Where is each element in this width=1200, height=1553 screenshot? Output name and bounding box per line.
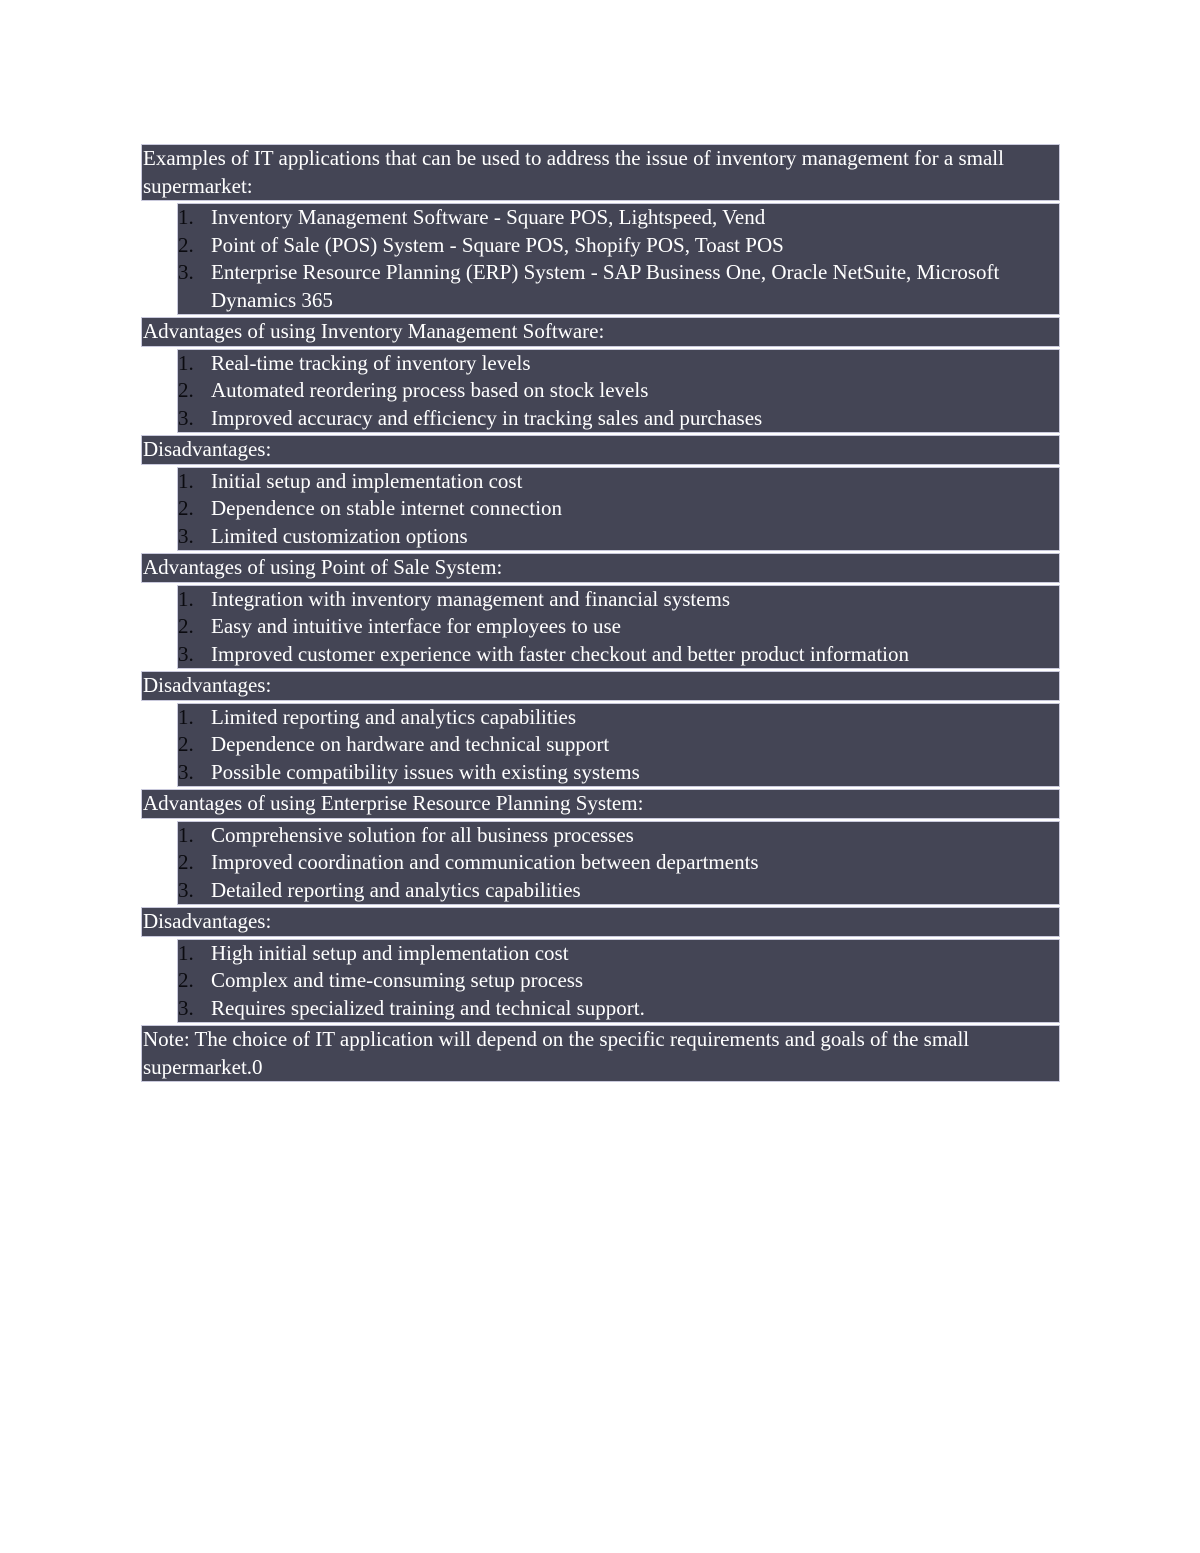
pos-disadvantages-list (177, 703, 1060, 788)
list-number: 1. (178, 940, 194, 965)
erp-advantages-list (177, 821, 1060, 906)
intro-paragraph: Examples of IT applications that can be used to address the issue of inventory management for a small supermarket: (141, 144, 1060, 201)
list-number: 3. (178, 877, 194, 902)
list-number: 2. (178, 232, 194, 257)
examples-list (177, 203, 1060, 315)
list-item (178, 232, 1059, 260)
list-item-text: High initial setup and implementation cost (211, 940, 569, 965)
list-number: 3. (178, 641, 194, 666)
list-number: 2. (178, 732, 194, 756)
list-number: 1. (178, 586, 194, 611)
ims-advantages-heading: Advantages of using Inventory Management Software: (141, 317, 1060, 347)
list-number: 2. (178, 496, 194, 520)
list-item-text: Dependence on stable internet connection (211, 496, 563, 520)
list-number: 3. (178, 260, 194, 284)
erp-disadvantages-list (177, 939, 1060, 1024)
list-number: 3. (178, 759, 194, 784)
list-item (178, 641, 1059, 669)
list-item (178, 849, 1059, 877)
list-number: 1. (178, 350, 194, 375)
ims-disadvantages-heading: Disadvantages: (141, 435, 1060, 465)
list-item (178, 759, 1059, 787)
list-item-text: Easy and intuitive interface for employees to use (211, 614, 621, 638)
list-item-text: Improved coordination and communication between departments (211, 850, 759, 874)
list-item (178, 877, 1059, 905)
list-item-text: Dependence on hardware and technical support (211, 732, 610, 756)
erp-disadvantages-heading: Disadvantages: (141, 907, 1060, 937)
list-item-text: Automated reordering process based on stock levels (211, 378, 649, 402)
list-number: 3. (178, 995, 194, 1020)
pos-advantages-list (177, 585, 1060, 670)
list-item-text: Inventory Management Software - Square POS, Lightspeed, Vend (211, 205, 766, 229)
list-item (178, 586, 1059, 614)
list-item (178, 405, 1059, 433)
list-number: 1. (178, 822, 194, 847)
ims-disadvantages-list (177, 467, 1060, 552)
list-item (178, 377, 1059, 405)
list-item (178, 967, 1059, 995)
list-item (178, 495, 1059, 523)
list-number: 1. (178, 205, 194, 229)
list-number: 2. (178, 378, 194, 402)
list-item (178, 731, 1059, 759)
pos-advantages-heading: Advantages of using Point of Sale System: (141, 553, 1060, 583)
list-number: 2. (178, 968, 194, 992)
list-number: 2. (178, 614, 194, 638)
list-number: 3. (178, 523, 194, 548)
list-item (178, 468, 1059, 496)
ims-advantages-list (177, 349, 1060, 434)
list-item (178, 704, 1059, 732)
list-item (178, 204, 1059, 232)
list-item (178, 613, 1059, 641)
list-item-text: Enterprise Resource Planning (ERP) System - SAP Business One, Oracle NetSuite, Microsoft Dynamics 365 (211, 260, 1000, 312)
list-item-text: Improved accuracy and efficiency in tracking sales and purchases (211, 405, 763, 430)
list-item-text: Comprehensive solution for all business processes (211, 822, 634, 847)
list-number: 3. (178, 405, 194, 430)
list-item-text: Point of Sale (POS) System - Square POS, Shopify POS, Toast POS (211, 232, 784, 257)
pos-disadvantages-heading: Disadvantages: (141, 671, 1060, 701)
list-item-text: Improved customer experience with faster checkout and better product information (211, 641, 909, 666)
list-number: 1. (178, 468, 194, 493)
list-item-text: Limited reporting and analytics capabilities (211, 704, 577, 729)
list-item (178, 995, 1059, 1023)
list-item (178, 259, 1059, 314)
list-item-text: Detailed reporting and analytics capabilities (211, 877, 581, 902)
list-item-text: Initial setup and implementation cost (211, 468, 523, 493)
erp-advantages-heading: Advantages of using Enterprise Resource Planning System: (141, 789, 1060, 819)
list-item-text: Possible compatibility issues with existing systems (211, 759, 640, 784)
list-item (178, 523, 1059, 551)
list-item-text: Limited customization options (211, 523, 468, 548)
document-body (141, 142, 1060, 1082)
list-number: 1. (178, 704, 194, 729)
list-item (178, 822, 1059, 850)
list-item (178, 350, 1059, 378)
list-item-text: Integration with inventory management and financial systems (211, 586, 731, 611)
list-item-text: Real-time tracking of inventory levels (211, 350, 531, 375)
list-item (178, 940, 1059, 968)
list-item-text: Complex and time-consuming setup process (211, 968, 584, 992)
note-paragraph: Note: The choice of IT application will depend on the specific requirements and goals of the small supermarket.0 (141, 1025, 1060, 1082)
list-number: 2. (178, 850, 194, 874)
list-item-text: Requires specialized training and technical support. (211, 995, 645, 1020)
